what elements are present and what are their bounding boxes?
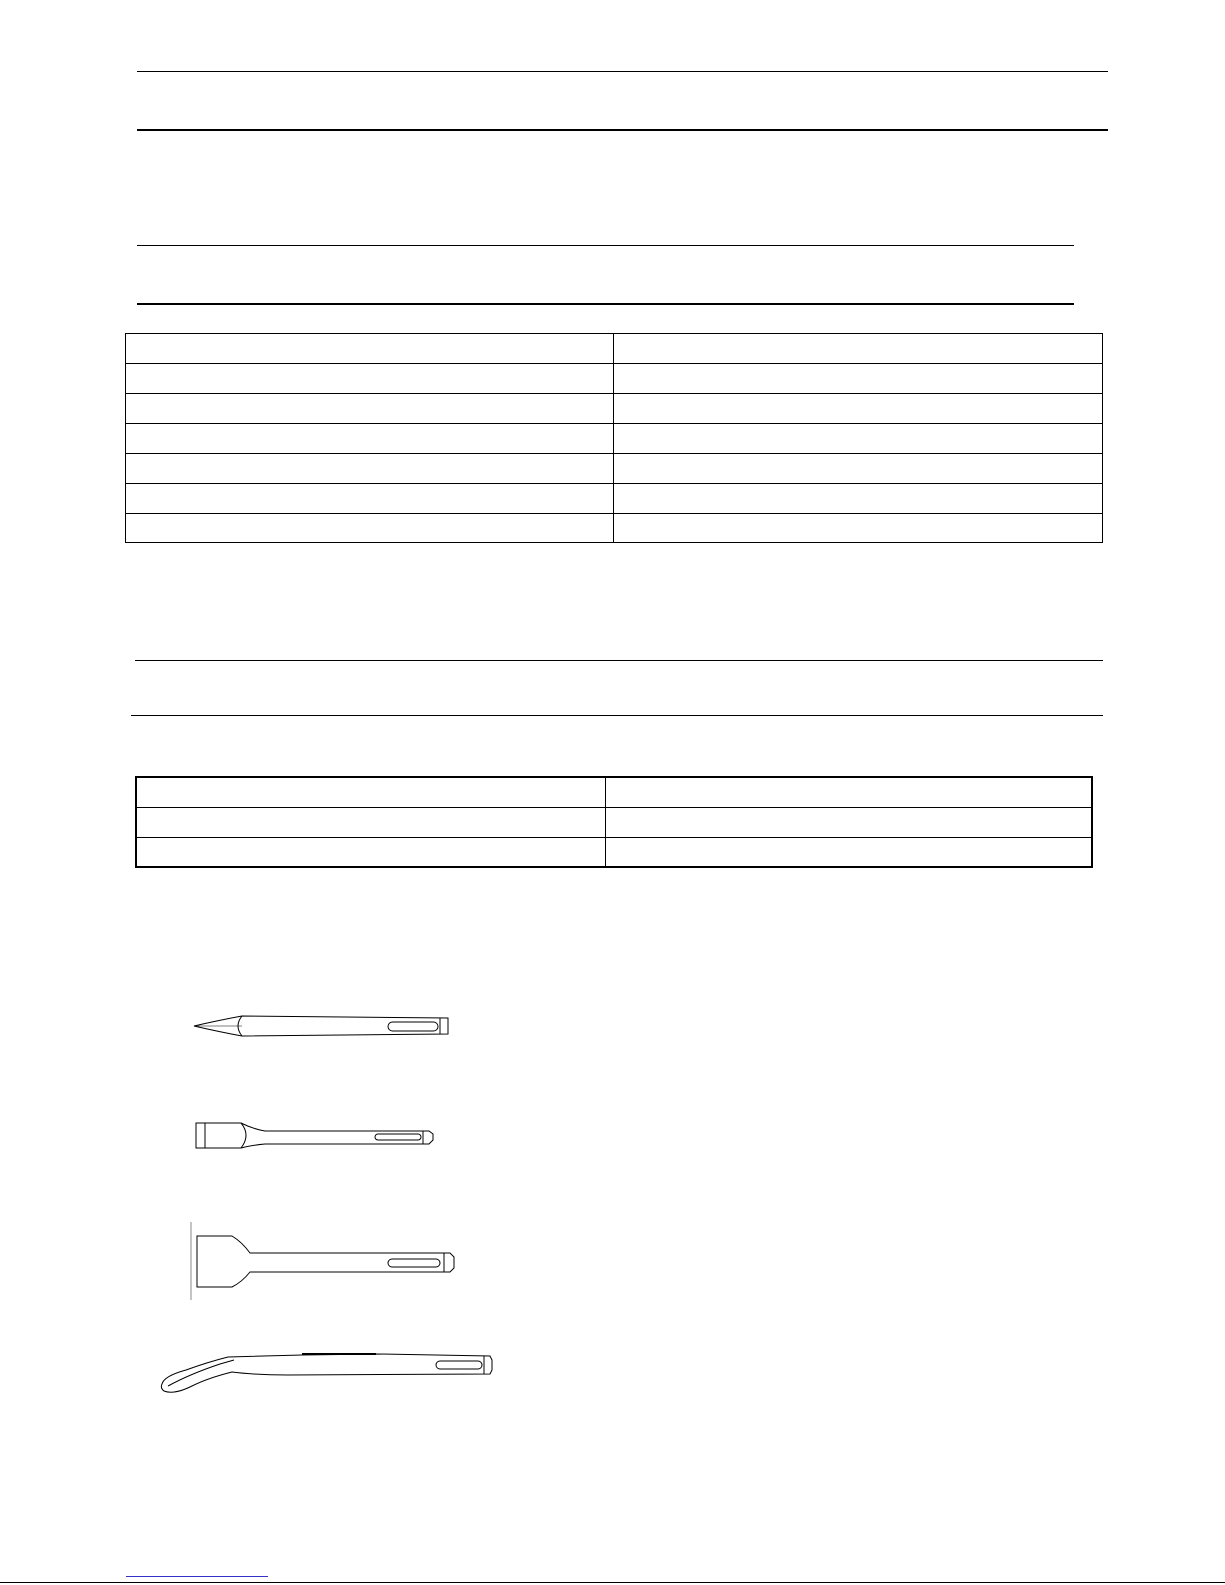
- table-row: [126, 364, 1103, 394]
- section2-bottom-rule: [137, 303, 1074, 305]
- table-row: [126, 454, 1103, 484]
- table-cell: [136, 807, 605, 837]
- table-cell: [126, 364, 614, 394]
- spec-table-1: [125, 333, 1103, 543]
- flat-chisel-icon: [193, 1120, 438, 1150]
- section3-top-rule: [135, 660, 1103, 661]
- table-cell: [136, 777, 605, 807]
- spec-table-2: [135, 776, 1093, 868]
- table-cell: [605, 807, 1092, 837]
- table-row: [136, 807, 1092, 837]
- table-cell: [136, 837, 605, 867]
- table-cell: [614, 454, 1103, 484]
- table-cell: [614, 394, 1103, 424]
- section1-bottom-rule: [137, 129, 1108, 131]
- section2-top-rule: [137, 245, 1074, 246]
- table-cell: [126, 484, 614, 514]
- gouge-chisel-icon: [156, 1348, 496, 1398]
- table-row: [126, 424, 1103, 454]
- table-cell: [605, 777, 1092, 807]
- table-row: [126, 394, 1103, 424]
- table-cell: [614, 514, 1103, 543]
- table-cell: [614, 364, 1103, 394]
- table-cell: [614, 334, 1103, 364]
- wide-chisel-icon: [188, 1222, 468, 1302]
- pointed-chisel-icon: [190, 1012, 455, 1042]
- table-cell: [614, 484, 1103, 514]
- table-cell: [605, 837, 1092, 867]
- table-cell: [126, 514, 614, 543]
- table-cell: [126, 454, 614, 484]
- table-row: [126, 514, 1103, 543]
- table-cell: [126, 394, 614, 424]
- table-cell: [614, 424, 1103, 454]
- table-cell: [126, 334, 614, 364]
- table-row: [126, 334, 1103, 364]
- section3-bottom-rule: [131, 715, 1103, 716]
- footer-link-underline: [126, 1576, 268, 1577]
- table-row: [136, 837, 1092, 867]
- table-cell: [126, 424, 614, 454]
- section1-top-rule: [137, 71, 1108, 72]
- table-row: [126, 484, 1103, 514]
- page-bottom-rule: [0, 1582, 1225, 1583]
- table-row: [136, 777, 1092, 807]
